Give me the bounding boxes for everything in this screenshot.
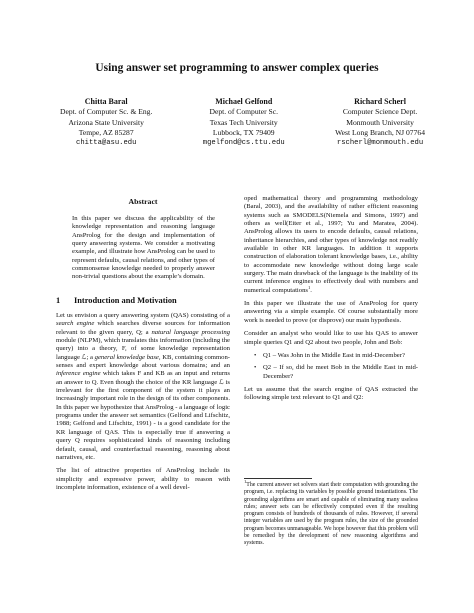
author-org: Arizona State University bbox=[68, 117, 144, 127]
paragraph-intro: Let us envision a query answering system (QAS) consisting of a search engine which searches diverse sources for information relevant to the given query, Q; a natural language processing module (NLPM), which translates this information (including the query) into a theory, F, of some knowledge representation language ℒ; a general knowledge base, KB, containing common-senses and expert knowledge about various domains; and an inference engine which takes F and KB as an input and returns an answer to Q. Even though the choice of the KR language ℒ is irrelevant for the first component of the system it plays an increasingly important role in the design of its other components. In this paper we hypothesize that AnsProlog - a language of logic programs under the answer set semantics (Gelfond and Lifschitz, 1988; Gelfond and Lifschitz, 1991) - is a good candidate for the KR language of QAS. This is especially true if answering a query Q requires sophisticated kinds of reasoning including default, causal, and counterfactual reasoning, reasoning about narratives, etc. bbox=[56, 312, 230, 461]
author-name: Richard Scherl bbox=[354, 97, 406, 106]
author-2 bbox=[203, 97, 285, 148]
footnote-mark: 1 bbox=[244, 479, 247, 485]
section-number: 1 bbox=[56, 296, 61, 305]
section-title: Introduction and Motivation bbox=[74, 296, 177, 305]
footnote-ref: 1 bbox=[308, 284, 311, 290]
right-column bbox=[244, 195, 418, 408]
author-email: rscherl@monmouth.edu bbox=[336, 139, 424, 148]
paragraph-analyst: Consider an analyst who would like to use his QAS to answer simple queries Q1 and Q2 about two people, John and Bob: bbox=[244, 330, 418, 346]
author-block bbox=[60, 97, 425, 148]
author-dept: Dept. of Computer Sc. & Eng. bbox=[60, 107, 153, 117]
query-list bbox=[244, 352, 418, 381]
left-column bbox=[56, 312, 230, 497]
author-name: Chitta Baral bbox=[84, 97, 128, 106]
list-item: • Q1 – Was John in the Middle East in mid-December? bbox=[254, 352, 418, 360]
author-dept: Computer Science Dept. bbox=[342, 107, 418, 117]
section-heading bbox=[56, 296, 177, 305]
author-1 bbox=[60, 97, 152, 148]
paragraph-properties: The list of attractive properties of AnsProlog include its simplicity and expressive power, ability to reason with incomplete information, existence of a well devel- bbox=[56, 467, 230, 491]
author-address: Tempe, AZ 85287 bbox=[78, 127, 134, 137]
author-org: Monmouth University bbox=[346, 117, 414, 127]
author-name: Michael Gelfond bbox=[215, 97, 273, 106]
paragraph-illustrate: In this paper we illustrate the use of AnsProlog for query answering via a simple example. Of course substantially more work is needed to prove (or disprove) our main hypothesis. bbox=[244, 300, 418, 324]
author-dept: Dept. of Computer Sc. bbox=[209, 107, 279, 117]
paper-title: Using answer set programming to answer complex queries bbox=[95, 62, 379, 74]
author-address: Lubbock, TX 79409 bbox=[212, 127, 275, 137]
paragraph-assume: Let us assume that the search engine of QAS extracted the following simple text relevant to Q1 and Q2: bbox=[244, 385, 418, 402]
author-email: mgelfond@cs.ttu.edu bbox=[202, 139, 285, 148]
footnote: $^1$The current answer set solvers start their computation with grounding the program, i.e. replacing its variables by possible ground instantiations. The grounding algorithms are smart and capable of eliminating many useless rules; answer sets can be effectively computed even if the resulting program consists of hundreds of thousands of rules. However, if several integer variables are used by the program rules, the size of the grounded program becomes unmanageable. We hope however that this problem will be remedied by the development of new reasoning algorithms and systems. bbox=[244, 479, 418, 546]
author-email: chitta@asu.edu bbox=[76, 139, 137, 148]
author-address: West Long Branch, NJ 07764 bbox=[335, 127, 425, 137]
footnote-divider bbox=[244, 478, 312, 479]
author-3 bbox=[335, 97, 425, 148]
paragraph-continued: oped mathematical theory and programming methodology (Baral, 2003), and the availability of rather efficient reasoning systems such as SMODELS(Niemela and Simons, 1997) and others as well(Eiter et al., 1997; Yu and Maratea, 2004). AnsProlog allows its users to encode defaults, causal relations, inheritance hierarchies, and other types of knowledge not readily available in other KR languages. In addition it supports construction of elaboration tolerant knowledge bases, i.e., ability to accommodate new knowledge without doing large scale surgery. The main drawback of the language is the inability of its current inference engines to effectively deal with numbers and numerical computations$^1$. bbox=[244, 195, 418, 294]
author-org: Texas Tech University bbox=[209, 117, 278, 127]
abstract-heading: Abstract bbox=[128, 197, 158, 206]
list-item: • Q2 – If so, did he meet Bob in the Middle East in mid-December? bbox=[254, 364, 418, 381]
abstract-text: In this paper we discuss the applicability of the knowledge representation and reasoning language AnsProlog for the design and implementation of query answering systems. We consider a motivating example, and illustrate how AnsProlog can be used to represent defaults, causal relations, and other types of commonsense knowledge needed to properly answer non-trivial questions about the example’s domain. bbox=[72, 215, 215, 281]
